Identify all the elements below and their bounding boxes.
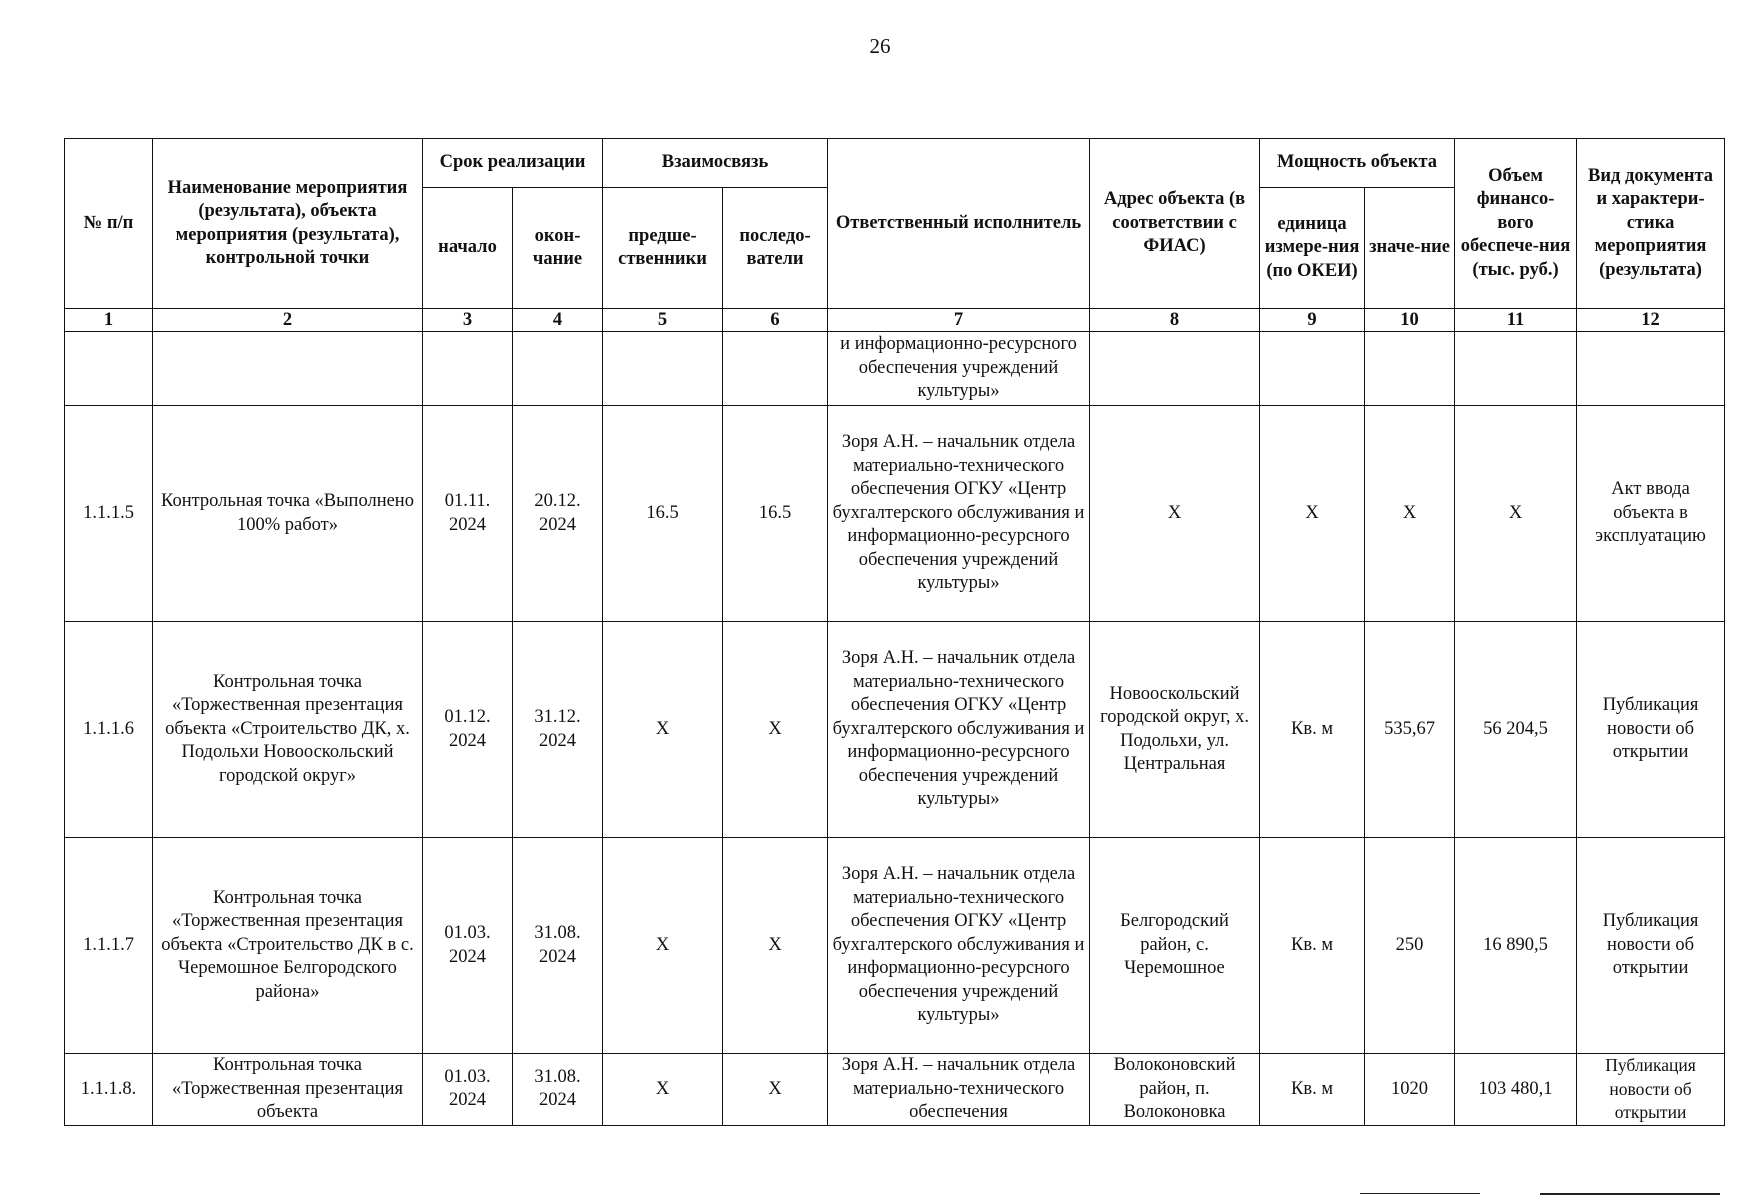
cell-next: Х [723,622,828,838]
cell-responsible: Зоря А.Н. – начальник отдела материально-технического обеспечения ОГКУ «Центр бухгалтерского обслуживания и информационно-ресурсного обеспечения учреждений культуры» [828,622,1090,838]
column-number: 7 [828,309,1090,332]
header-row-1 [65,139,1725,188]
cell-name: Контрольная точка «Выполнено 100% работ» [153,406,423,622]
cell-prev: 16.5 [603,406,723,622]
cell-next: Х [723,1054,828,1126]
column-number: 9 [1260,309,1365,332]
cell-empty [603,332,723,406]
header-relation-next: последо-ватели [723,188,828,309]
cell-name: Контрольная точка «Торжественная презентация объекта [153,1054,423,1126]
cell-value: 250 [1365,838,1455,1054]
table-row [65,406,1725,622]
header-capacity-unit: единица измере-ния (по ОКЕИ) [1260,188,1365,309]
cell-prev: Х [603,622,723,838]
cell-num: 1.1.1.7 [65,838,153,1054]
cell-value: 1020 [1365,1054,1455,1126]
cell-address: Волоконовский район, п. Волоконовка [1090,1054,1260,1126]
header-funding: Объем финансо-вого обеспече-ния (тыс. руб.) [1455,139,1577,309]
column-number: 4 [513,309,603,332]
column-number: 10 [1365,309,1455,332]
cell-value: 535,67 [1365,622,1455,838]
cell-num: 1.1.1.6 [65,622,153,838]
page-number: 26 [869,34,891,58]
cell-responsible: Зоря А.Н. – начальник отдела материально-технического обеспечения [828,1054,1090,1126]
header-address: Адрес объекта (в соответствии с ФИАС) [1090,139,1260,309]
header-capacity: Мощность объекта [1260,139,1455,188]
cell-end: 31.12. 2024 [513,622,603,838]
header-num: № п/п [65,139,153,309]
header-name: Наименование мероприятия (результата), объекта мероприятия (результата), контрольной точки [153,139,423,309]
column-number: 1 [65,309,153,332]
cell-doc: Публикация новости об открытии [1577,622,1725,838]
cell-empty [423,332,513,406]
column-number: 12 [1577,309,1725,332]
cell-doc: Акт ввода объекта в эксплуатацию [1577,406,1725,622]
header-relation: Взаимосвязь [603,139,828,188]
cell-address: Новооскольский городской округ, х. Подольхи, ул. Центральная [1090,622,1260,838]
cell-unit: Кв. м [1260,1054,1365,1126]
cell-empty [1365,332,1455,406]
cell-prev: Х [603,1054,723,1126]
column-number: 6 [723,309,828,332]
table-row [65,1054,1725,1126]
header-period: Срок реализации [423,139,603,188]
cell-num: 1.1.1.5 [65,406,153,622]
column-number: 8 [1090,309,1260,332]
table-row [65,622,1725,838]
cell-empty [153,332,423,406]
cell-unit: Кв. м [1260,838,1365,1054]
cell-empty [723,332,828,406]
cell-name: Контрольная точка «Торжественная презентация объекта «Строительство ДК в с. Черемошное Белгородского района» [153,838,423,1054]
header-responsible: Ответственный исполнитель [828,139,1090,309]
cell-responsible: Зоря А.Н. – начальник отдела материально-технического обеспечения ОГКУ «Центр бухгалтерского обслуживания и информационно-ресурсного обеспечения учреждений культуры» [828,838,1090,1054]
cell-empty [1577,332,1725,406]
cell-start: 01.03. 2024 [423,1054,513,1126]
cell-unit: Х [1260,406,1365,622]
header-doc-type: Вид документа и характери-стика мероприятия (результата) [1577,139,1725,309]
cell-empty [65,332,153,406]
cell-doc: Публикация новости об открытии [1577,838,1725,1054]
cell-empty [1260,332,1365,406]
column-number: 5 [603,309,723,332]
cell-start: 01.11. 2024 [423,406,513,622]
cell-responsible: Зоря А.Н. – начальник отдела материально-технического обеспечения ОГКУ «Центр бухгалтерского обслуживания и информационно-ресурсного обеспечения учреждений культуры» [828,406,1090,622]
cell-empty [1090,332,1260,406]
cell-next: 16.5 [723,406,828,622]
cell-responsible: и информационно-ресурсного обеспечения учреждений культуры» [828,332,1090,406]
column-number: 11 [1455,309,1577,332]
table-row [65,838,1725,1054]
cell-end: 31.08. 2024 [513,838,603,1054]
cell-end: 31.08. 2024 [513,1054,603,1126]
cell-empty [1455,332,1577,406]
cell-funding: 56 204,5 [1455,622,1577,838]
signature-line-short [1360,1193,1480,1194]
cell-end: 20.12. 2024 [513,406,603,622]
cell-prev: Х [603,838,723,1054]
activity-plan-table [64,138,1725,1126]
cell-doc: Публикация новости об открытии [1577,1054,1725,1126]
cell-funding: 103 480,1 [1455,1054,1577,1126]
column-number: 2 [153,309,423,332]
table-row-continuation [65,332,1725,406]
column-number: 3 [423,309,513,332]
header-period-start: начало [423,188,513,309]
cell-address: Белгородский район, с. Черемошное [1090,838,1260,1054]
cell-funding: 16 890,5 [1455,838,1577,1054]
cell-empty [513,332,603,406]
cell-name: Контрольная точка «Торжественная презентация объекта «Строительство ДК, х. Подольхи Новооскольский городской округ» [153,622,423,838]
cell-value: Х [1365,406,1455,622]
cell-num: 1.1.1.8. [65,1054,153,1126]
cell-address: Х [1090,406,1260,622]
cell-start: 01.03. 2024 [423,838,513,1054]
header-period-end: окон-чание [513,188,603,309]
header-capacity-value: значе-ние [1365,188,1455,309]
header-relation-prev: предше-ственники [603,188,723,309]
column-number-row [65,309,1725,332]
cell-funding: Х [1455,406,1577,622]
signature-line-long [1540,1193,1720,1195]
cell-start: 01.12. 2024 [423,622,513,838]
cell-unit: Кв. м [1260,622,1365,838]
cell-next: Х [723,838,828,1054]
